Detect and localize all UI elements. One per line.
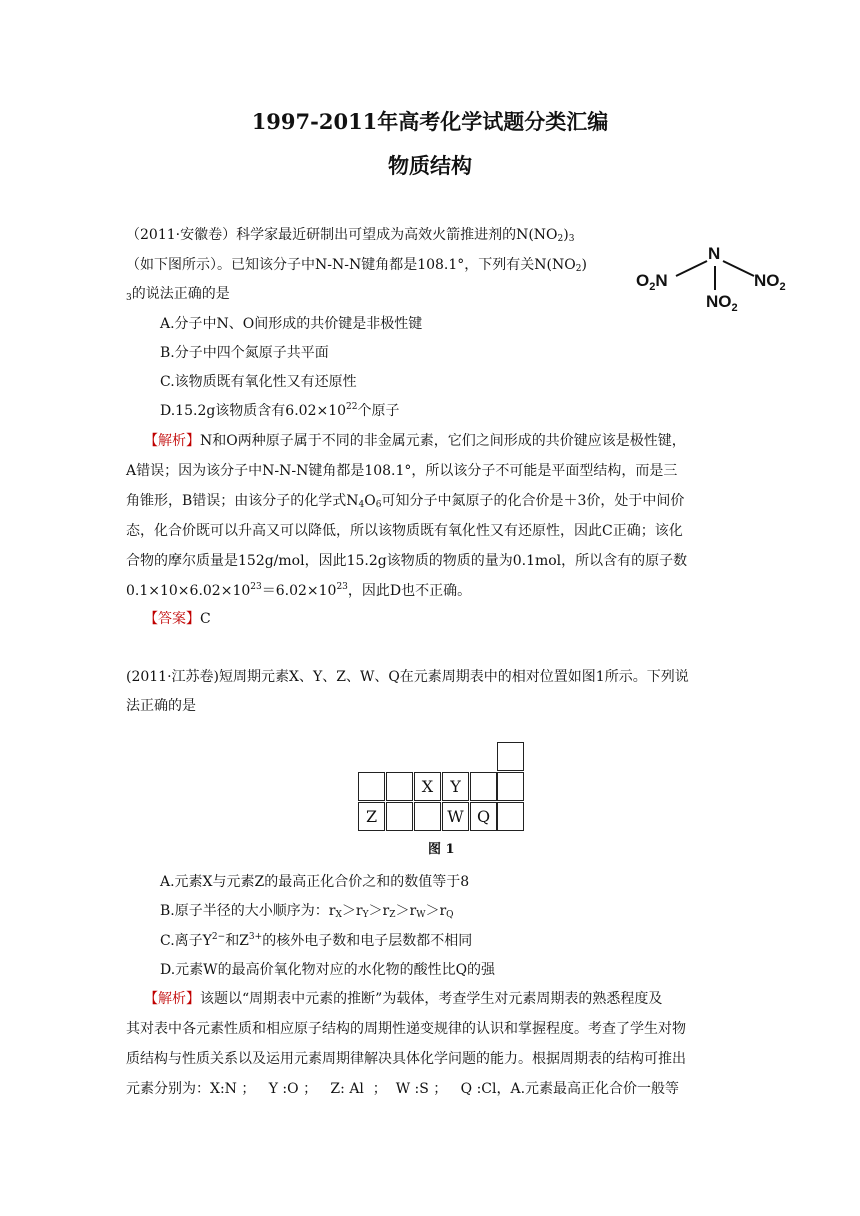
- n-no2-3-structure-figure: [632, 236, 802, 326]
- q2-option-b: B.原子半径的大小顺序为：$r_X>r_Y>r_Z>r_W>r_Q$: [160, 903, 454, 920]
- q2-option-c: C.离子$Y^{2-}$和$Z^{3+}$的核外电子数和电子层数都不相同: [160, 932, 473, 949]
- figure-caption: 图 1: [428, 842, 455, 857]
- bottom-no2-label: $NO_2$: [706, 292, 738, 314]
- table-cell-empty: [414, 802, 441, 831]
- q2-stem-line-1: (2011·江苏卷)短周期元素X、Y、Z、W、Q在元素周期表中的相对位置如图1所示。下列说: [126, 669, 689, 685]
- left-no2-label: $O_2N$: [636, 271, 668, 293]
- table-cell-w: W: [442, 802, 469, 831]
- q1-analysis-line-5: 合物的摩尔质量是152g/mol，因此15.2g该物质的物质的量为0.1mol，所以含有的原子数: [126, 553, 688, 569]
- table-cell-x: X: [414, 772, 441, 801]
- q1-analysis-line-1: 【解析】N和O两种原子属于不同的非金属元素，它们之间形成的共价键应该是极性键，: [144, 433, 686, 449]
- q1-answer: 【答案】C: [144, 611, 211, 627]
- q1-option-c: C.该物质既有氧化性又有还原性: [160, 374, 357, 390]
- q1-stem-line-1: （2011·安徽卷）科学家最近研制出可望成为高效火箭推进剂的$N(NO_2)_3$: [126, 227, 575, 244]
- table-cell-empty: [497, 742, 524, 771]
- q1-option-b: B.分子中四个氮原子共平面: [160, 345, 329, 361]
- q1-analysis-line-6: $0.1\times 10\times 6.02\times 10^{23}=6.02\times 10^{23}$，因此D也不正确。: [126, 582, 472, 599]
- q1-analysis-line-2: A错误；因为该分子中N-N-N键角都是108.1°，所以该分子不可能是平面型结构，而是三: [126, 463, 678, 479]
- answer-tag: 【答案】: [144, 611, 200, 627]
- document-subtitle: 物质结构: [388, 153, 472, 178]
- q1-stem-line-3: $_3$的说法正确的是: [126, 286, 230, 303]
- table-cell-empty: [386, 772, 413, 801]
- table-cell-empty: [470, 772, 497, 801]
- analysis-tag: 【解析】: [144, 991, 200, 1007]
- q2-analysis-line-1: 【解析】该题以“周期表中元素的推断”为载体，考查学生对元素周期表的熟悉程度及: [144, 991, 663, 1007]
- table-cell-z: Z: [358, 802, 385, 831]
- center-nitrogen-label: N: [708, 244, 721, 263]
- q2-analysis-line-2: 其对表中各元素性质和相应原子结构的周期性递变规律的认识和掌握程度。考查了学生对物: [126, 1021, 686, 1037]
- q2-analysis-line-4: 元素分别为：X:N ； Y :O ； Z: Al ； W :S ； Q :Cl，A.元素最高正化合价一般等: [126, 1081, 680, 1097]
- document-title: 1997-2011年高考化学试题分类汇编: [251, 109, 609, 134]
- table-cell-y: Y: [442, 772, 469, 801]
- q2-stem-line-2: 法正确的是: [126, 698, 196, 714]
- q2-analysis-line-3: 质结构与性质关系以及运用元素周期律解决具体化学问题的能力。根据周期表的结构可推出: [126, 1051, 686, 1067]
- analysis-tag: 【解析】: [144, 433, 200, 449]
- table-cell-q: Q: [470, 802, 497, 831]
- table-cell-empty: [497, 802, 524, 831]
- table-cell-empty: [497, 772, 524, 801]
- table-cell-empty: [386, 802, 413, 831]
- q2-option-a: A.元素X与元素Z的最高正化合价之和的数值等于8: [160, 874, 470, 890]
- q1-analysis-line-3: 角锥形，B错误；由该分子的化学式$N_4O_6$可知分子中氮原子的化合价是＋3价，处于中间价: [126, 493, 685, 510]
- q2-option-d: D.元素W的最高价氧化物对应的水化物的酸性比Q的强: [160, 962, 496, 978]
- table-cell-empty: [358, 772, 385, 801]
- q1-analysis-line-4: 态，化合价既可以升高又可以降低，所以该物质既有氧化性又有还原性，因此C正确；该化: [126, 523, 683, 539]
- q1-option-d: D.15.2g该物质含有$6.02\times 10^{22}$个原子: [160, 402, 400, 419]
- q1-option-a: A.分子中N、O间形成的共价键是非极性键: [160, 316, 423, 332]
- q1-stem-line-2: （如下图所示）。已知该分子中N-N-N键角都是108.1°，下列有关$N(NO_2)$: [126, 257, 587, 274]
- right-no2-label: $NO_2$: [754, 271, 786, 293]
